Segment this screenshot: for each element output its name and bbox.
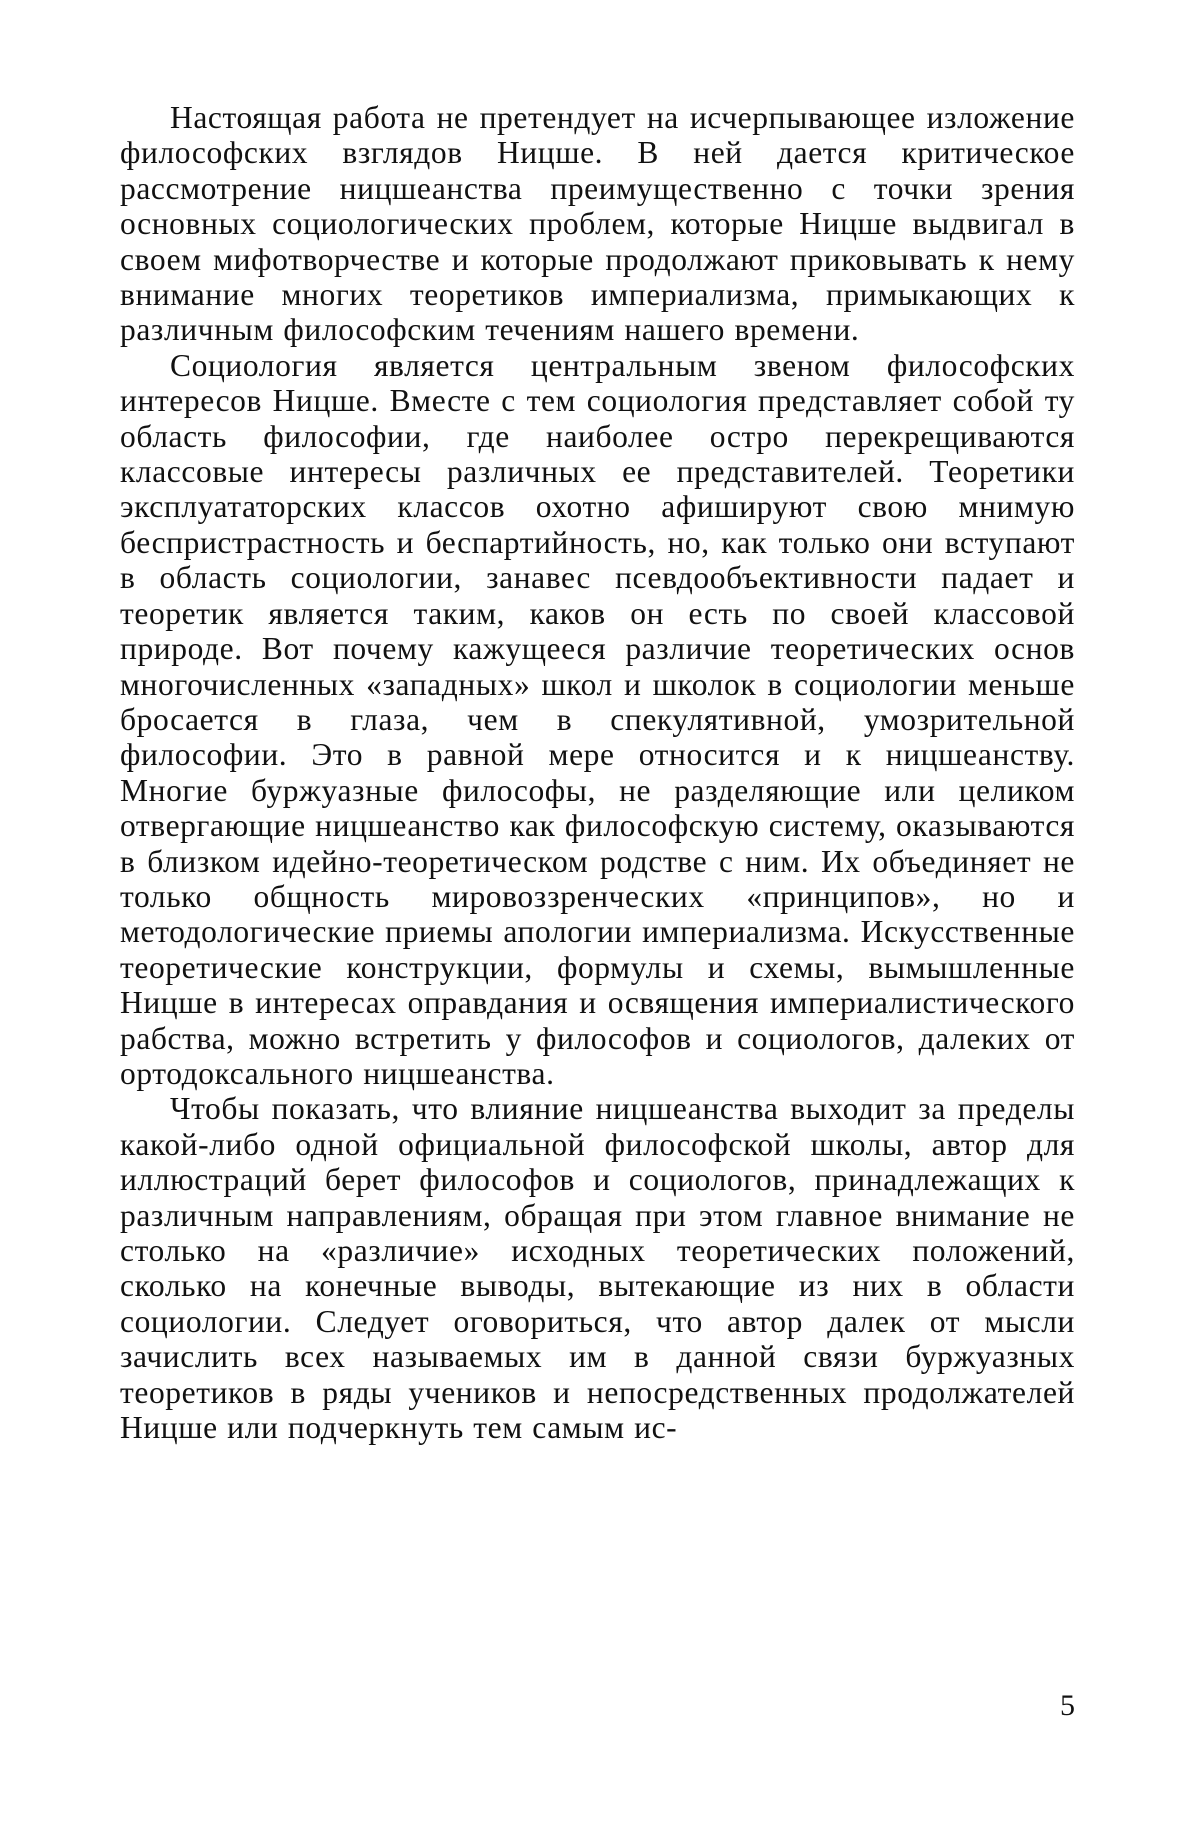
paragraph-3: Чтобы показать, что влияние ницшеанства выходит за пределы какой-либо одной официальной философской школы, автор для иллюстраций берет философов и социологов, принадлежащих к различным направлениям, обращая при этом главное внимание не столько на «различие» исходных теоретических положений, сколько на конечные выводы, вытекающие из них в области социологии. Следует оговориться, что автор далек от мысли зачислить всех называемых им в данной связи буржуазных теоретиков в ряды учеников и непосредственных продолжателей Ницше или подчеркнуть тем самым ис- xyxy=(120,1091,1075,1446)
page-text xyxy=(120,100,1075,1445)
paragraph-2: Социология является центральным звеном философских интересов Ницше. Вместе с тем социология представляет собой ту область философии, где наиболее остро перекрещиваются классовые интересы различных ее представителей. Теоретики эксплуататорских классов охотно афишируют свою мнимую беспристрастность и беспартийность, но, как только они вступают в область социологии, занавес псевдообъективности падает и теоретик является таким, каков он есть по своей классовой природе. Вот почему кажущееся различие теоретических основ многочисленных «западных» школ и школок в социологии меньше бросается в глаза, чем в спекулятивной, умозрительной философии. Это в равной мере относится и к ницшеанству. Многие буржуазные философы, не разделяющие или целиком отвергающие ницшеанство как философскую систему, оказываются в близком идейно-теоретическом родстве с ним. Их объединяет не только общность мировоззренческих «принципов», но и методологические приемы апологии империализма. Искусственные теоретические конструкции, формулы и схемы, вымышленные Ницше в интересах оправдания и освящения империалистического рабства, можно встретить у философов и социологов, далеких от ортодоксального ницшеанства. xyxy=(120,347,1075,1091)
paragraph-1: Настоящая работа не претендует на исчерпывающее изложение философских взглядов Ницше. В ней дается критическое рассмотрение ницшеанства преимущественно с точки зрения основных социологических проблем, которые Ницше выдвигал в своем мифотворчестве и которые продолжают приковывать к нему внимание многих теоретиков империализма, примыкающих к различным философским течениям нашего времени. xyxy=(120,100,1075,348)
page-number: 5 xyxy=(1060,1689,1075,1722)
